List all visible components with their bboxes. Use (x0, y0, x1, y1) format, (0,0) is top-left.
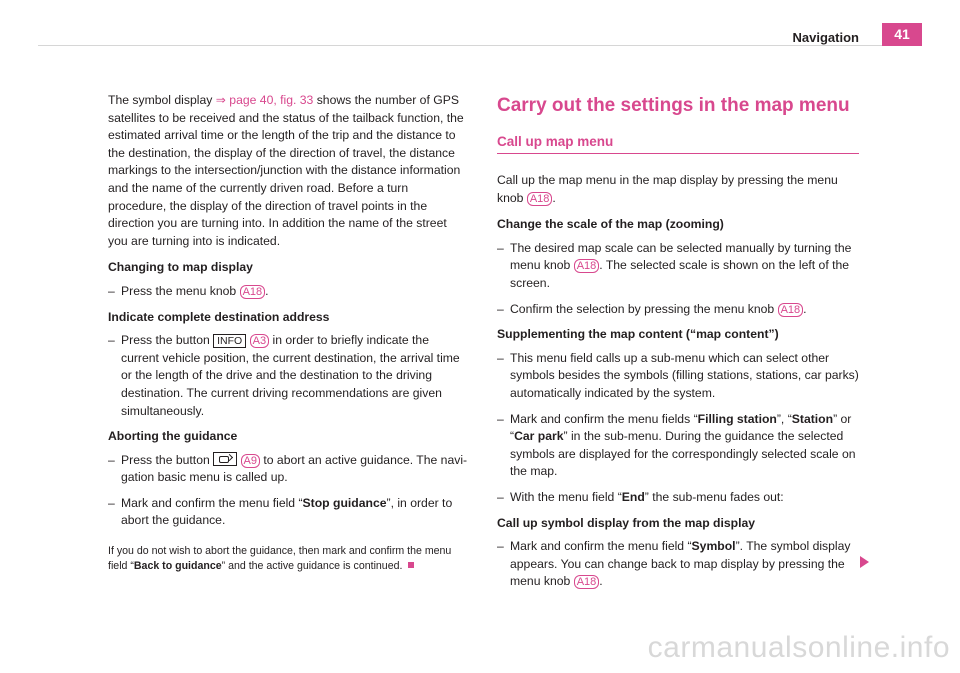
right-column (497, 92, 859, 599)
list-item: – The desired map scale can be selected manually by turning the menu knob A18 . The selected scale is shown on the left of the screen. (497, 240, 852, 290)
list-item: – Press the menu knob A18 . (108, 283, 269, 298)
section-heading: Call up map menu (497, 134, 859, 154)
menu-knob-icon: A18 (240, 285, 266, 299)
route-button-icon (213, 452, 237, 466)
control-ref-icon: A3 (250, 334, 269, 348)
content-heading: Supplementing the map content (“map content”) (497, 327, 779, 342)
list-item: – With the menu field “End” the sub-menu fades out: (497, 489, 784, 504)
list-item: – Press the button A9 to abort an active guidance. The navi-gation basic menu is called up. (108, 452, 468, 485)
menu-knob-icon: A18 (574, 575, 600, 589)
intro-paragraph: Call up the map menu in the map display by pressing the menu knob A18 . (497, 173, 838, 205)
left-column (108, 92, 468, 574)
aborting-heading: Aborting the guidance (108, 429, 238, 444)
header-rule (38, 45, 922, 46)
watermark: carmanualsonline.info (647, 631, 950, 664)
intro-paragraph: The symbol display ⇒ page 40, fig. 33 shows the number of GPS satellites to be received and the status of the tailback function, the estimated arrival time or the length of the trip and the distance to the destination, the display of the direction of travel, the distance markings to the intersection/junction with the distance information and the name of the currently driven road. Before a turn procedure, the display of the direction of travel points in the direction you are turning into. In addition the name of the street you are turning into is indicated. (108, 93, 464, 248)
list-item: – Mark and confirm the menu field “Symbol”. The symbol display appears. You can change back to map display by pressing the menu knob A18 . (497, 539, 851, 589)
section-title: Navigation (792, 30, 859, 45)
next-page-arrow-icon[interactable] (860, 556, 869, 568)
indicate-heading: Indicate complete destination address (108, 309, 330, 324)
menu-knob-icon: A18 (574, 259, 600, 273)
list-item: – Press the button INFO A3 in order to briefly indicate the current vehicle position, the current destination, the arrival time or the length of the drive and the destination to the driving destination. The current driving recommendations are given simultaneously. (108, 333, 460, 418)
note-paragraph: If you do not wish to abort the guidance, then mark and confirm the menu field “Back to guidance” and the active guidance is continued. (108, 545, 452, 573)
control-ref-icon: A9 (241, 454, 260, 468)
page-number: 41 (882, 23, 922, 46)
symbol-heading: Call up symbol display from the map display (497, 515, 756, 530)
scale-heading: Change the scale of the map (zooming) (497, 217, 724, 232)
menu-knob-icon: A18 (527, 192, 553, 206)
info-button-icon: INFO (213, 334, 246, 348)
menu-knob-icon: A18 (778, 303, 804, 317)
list-item: – Confirm the selection by pressing the menu knob A18 . (497, 301, 807, 316)
page-reference-link[interactable]: ⇒ page 40, fig. 33 (215, 93, 314, 107)
changing-heading: Changing to map display (108, 260, 253, 275)
list-item: – Mark and confirm the menu fields “Filling station”, “Station” or “Car park” in the sub-menu. During the guidance the selected symbols are displayed for the correspondingly selected scale on the map. (497, 411, 856, 479)
list-item: – Mark and confirm the menu field “Stop guidance”, in order to abort the guidance. (108, 495, 453, 528)
chapter-heading: Carry out the settings in the map menu (497, 95, 850, 116)
section-end-icon (408, 562, 414, 568)
list-item: – This menu field calls up a sub-menu which can select other symbols besides the symbols (filling stations, stations, car parks) automatically indicated by the system. (497, 350, 859, 400)
